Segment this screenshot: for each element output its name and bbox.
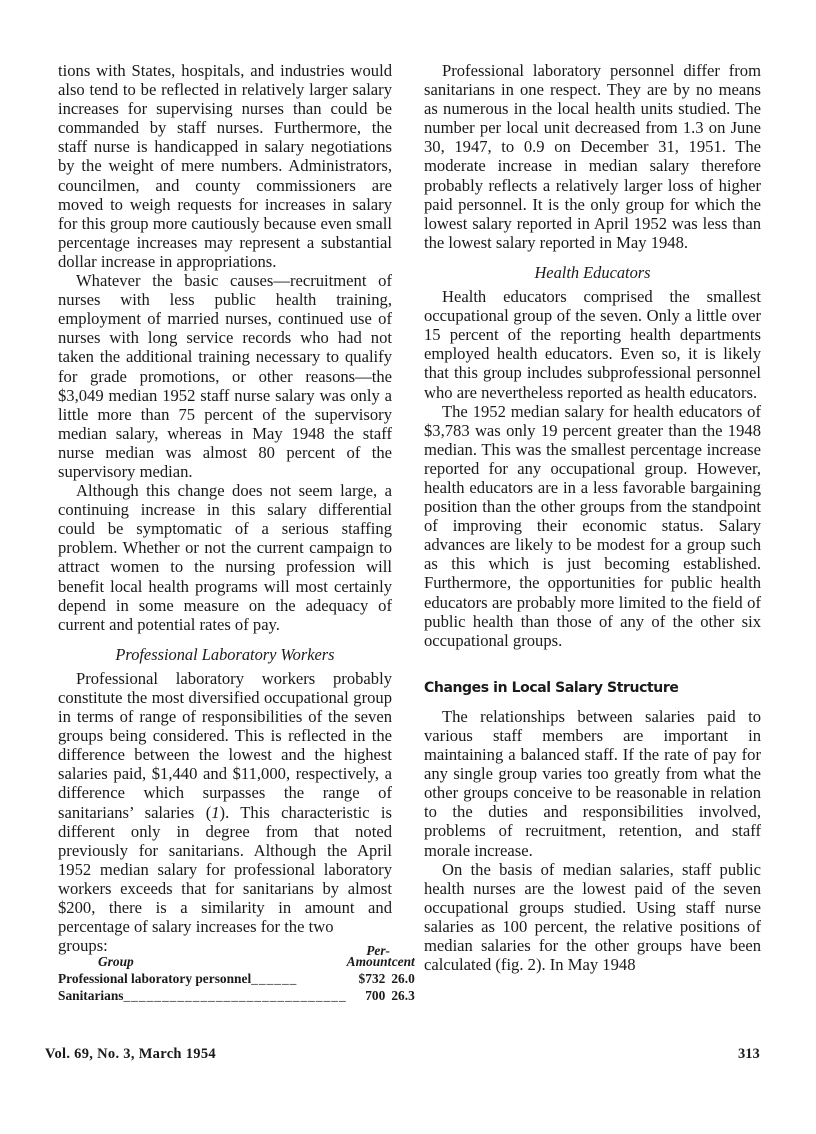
reference-number: 1 — [211, 802, 220, 822]
right-column — [424, 61, 761, 974]
groups-line — [58, 936, 392, 959]
groups-label: groups: — [58, 936, 108, 956]
row-amount: $732 — [358, 971, 386, 987]
paragraph-lab-workers — [58, 669, 392, 936]
paragraph-health-educators-group: Health educators comprised the smallest occupational group of the seven. Only a little over 15 percent of the reporting health departments employed health educators. Even so, it is likely that this group includes subprofessional personnel who are nevertheless reported as health educators. — [424, 287, 761, 402]
header-percent-top: Per- — [366, 943, 390, 959]
row-amount: 700 — [365, 988, 386, 1004]
header-percent: cent — [391, 954, 415, 970]
salary-increase-table — [58, 953, 417, 1004]
left-column — [58, 61, 415, 1004]
paragraph-lab-personnel-differ: Professional laboratory personnel differ from sanitarians in one respect. They are by no means as numerous in the local health units studied. The number per local unit decreased from 1.3 on June 30, 1947, to 0.9 on December 31, 1951. The moderate increase in median salary therefore probably reflects a relatively larger loss of higher paid personnel. It is the only group for which the lowest salary reported in April 1952 was less than the lowest salary reported in May 1948. — [424, 61, 761, 252]
row-group-cell — [58, 987, 347, 1004]
row-group-name: Professional laboratory personnel — [58, 971, 252, 987]
header-amount: Amount — [346, 954, 392, 970]
paragraph-median-salaries: On the basis of median salaries, staff public health nurses are the lowest paid of the seven occupational groups studied. Using staff nurse salaries as 100 percent, the relative positions of median salaries for the other groups have been calculated (fig. 2). In May 1948 — [424, 859, 761, 975]
paragraph-salary-relationships: The relationships between salaries paid to various staff members are important in maintaining a balanced staff. If the rate of pay for any single group varies too greatly from what the other groups conceive to be reasonable in relation to the duties and responsibilities involved, problems of recruitment, retention, and staff morale increase. — [424, 706, 761, 860]
row-leader-dots: _____________________________ — [123, 988, 347, 1004]
row-group-cell — [58, 970, 347, 987]
paragraph-health-educators-salary: The 1952 median salary for health educators of $3,783 was only 19 percent greater than the 1948 median. This was the smallest percentage increase reported for any occupational group. However, health educators are in a less favorable bargaining position than the other groups from the standpoint of improving their economic status. Salary advances are likely to be modest for a group such as this which is just becoming established. Furthermore, the opportunities for public health educators are probably more limited to the field of public health than those of any of the other six occupational groups. — [424, 401, 761, 650]
subheading-health-educators: Health Educators — [534, 262, 651, 282]
page-number: 313 — [738, 1046, 760, 1062]
paragraph-basic-causes: Whatever the basic causes—recruitment of nurses with less public health training, employment of married nurses, continued use of nurses with long service records who had not taken the additional training necessary to qualify for grade promotions, or other reasons—the $3,049 median 1952 staff nurse salary was only a little more than 75 percent of the supervisory median salary, whereas in May 1948 the staff nurse median was almost 80 percent of the supervisory median. — [58, 271, 392, 481]
header-group: Group — [98, 954, 134, 970]
row-leader-dots: ______ — [251, 971, 298, 987]
row-group-name: Sanitarians — [58, 988, 124, 1004]
paragraph-salary-differential: Although this change does not seem large, a continuing increase in this salary differential could be symptomatic of a serious staffing problem. Whether or not the current campaign to attract women to the nursing profession will benefit local health programs will most certainly depend in some measure on the adequacy of current and potential rates of pay. — [58, 481, 392, 634]
lab-text-part1: Professional laboratory workers probably constitute the most diversified occupational group in terms of range of responsibilities of the seven groups being considered. This is reflected in the difference between the lowest and the highest salaries paid, $1,440 and $11,000, respectively, a difference which surpasses the range of sanitarians’ salaries ( — [58, 668, 392, 822]
footer-citation: Vol. 69, No. 3, March 1954 — [45, 1046, 216, 1062]
section-heading-salary-structure: Changes in Local Salary Structure — [424, 679, 679, 696]
subheading-lab-workers: Professional Laboratory Workers — [115, 644, 335, 664]
row-percent: 26.3 — [391, 988, 415, 1004]
row-percent: 26.0 — [391, 971, 415, 987]
paragraph-supervising-nurses: tions with States, hospitals, and industries would also tend to be reflected in relatively larger salary increases for supervising nurses than could be commanded by staff nurses. Furthermore, the staff nurse is handicapped in salary negotiations by the weight of mere numbers. Administrators, councilmen, and county commissioners are moved to weigh requests for increases in salary for this group more cautiously because even small percentage increases may represent a substantial dollar increase in appropriations. — [58, 61, 392, 271]
table-row — [58, 987, 417, 1004]
table-header-row — [58, 953, 417, 970]
lab-text-part2: ). This characteristic is different only in degree from that noted previously for sanitarians. Although the April 1952 median salary for professional laboratory workers exceeds that for sanitarians by almost $200, there is a similarity in amount and percentage of salary increases for the two — [58, 802, 392, 937]
table-row — [58, 970, 417, 987]
